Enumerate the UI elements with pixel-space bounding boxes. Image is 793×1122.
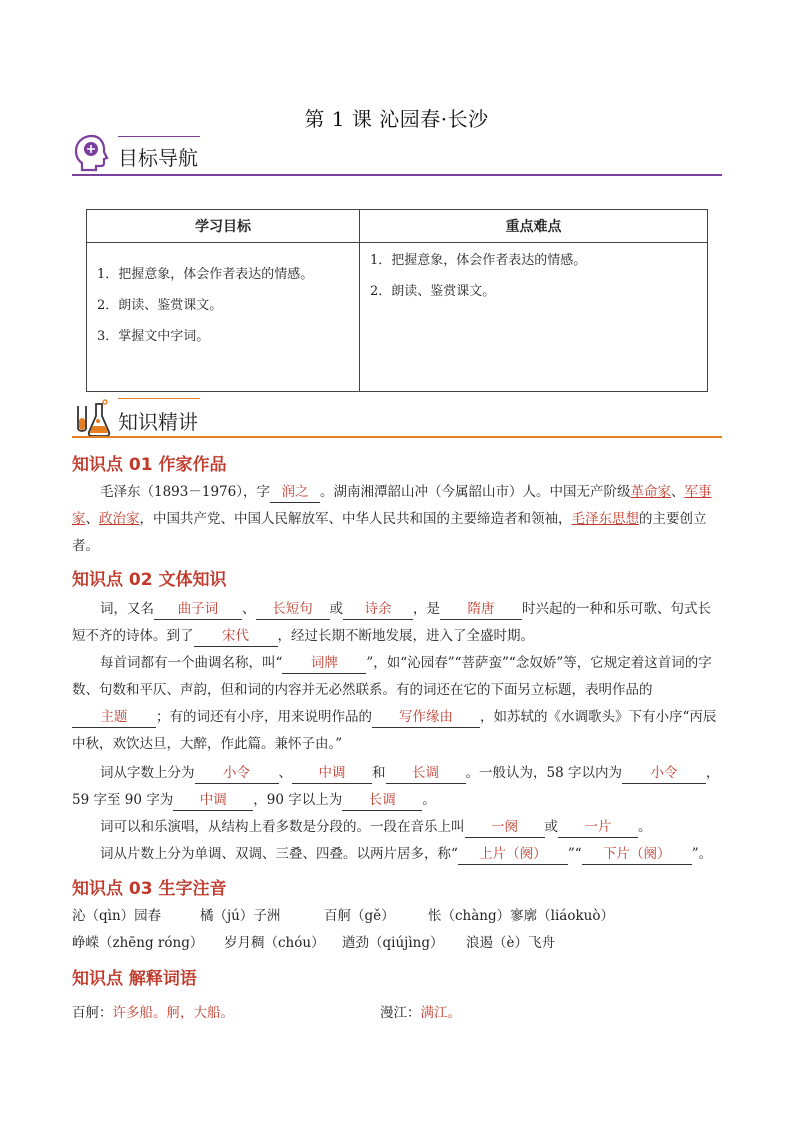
pronunciation-row-2 bbox=[72, 930, 722, 957]
answer-blank: 下片（阕） bbox=[582, 844, 692, 865]
list-item: 2．朗读、鉴赏课文。 bbox=[97, 298, 223, 313]
answer-blank: 宋代 bbox=[194, 626, 278, 647]
page-title: 第 1 课 沁园春·长沙 bbox=[304, 107, 489, 131]
pronunciation-row-1 bbox=[72, 903, 722, 930]
section-header-knowledge bbox=[72, 398, 722, 438]
pronunciation-item: 峥嵘（zhēng róng） bbox=[72, 935, 204, 951]
pronunciation-item: 遒劲（qiújìng） bbox=[342, 935, 444, 951]
pronunciation-item: 浪遏（è）飞舟 bbox=[466, 935, 555, 951]
table-header: 重点难点 bbox=[360, 210, 708, 243]
kp-paragraph-genre-3: 词从字数上分为 小令 、 中调 和 长调 。一般认为，58 字以内为 小令 ，59 字至 90 字为 中调 ，90 字以上为 长调 。 bbox=[72, 760, 722, 814]
pronunciation-item: 怅（chàng）寥廓（liáokuò） bbox=[428, 908, 614, 924]
learning-goals-cell bbox=[87, 243, 360, 392]
answer-blank: 中调 bbox=[292, 763, 372, 784]
answer-blank: 小令 bbox=[195, 763, 279, 784]
kp-paragraph-genre-4: 词可以和乐演唱，从结构上看多数是分段的。一段在音乐上叫 一阕 或 一片 。 bbox=[72, 814, 722, 841]
answer-blank: 写作缘由 bbox=[372, 707, 480, 728]
goals-table bbox=[86, 209, 708, 392]
answer-blank: 小令 bbox=[622, 763, 706, 784]
highlight-term: 军事家 bbox=[72, 484, 712, 527]
kp-heading-pronunciation: 知识点 03 生字注音 bbox=[72, 879, 227, 899]
lab-flask-icon bbox=[72, 398, 112, 438]
kp-paragraph-genre-5: 词从片数上分为单调、双调、三叠、四叠。以两片居多，称“ 上片（阕） ”“ 下片（阕） ”。 bbox=[72, 841, 722, 868]
kp-paragraph-author: 毛泽东（1893－1976），字 润之 。湖南湘潭韶山冲（今属韶山市）人。中国无产阶级革命家、军事家、政治家，中国共产党、中国人民解放军、中华人民共和国的主要缔造者和领袖，毛泽东思想的主要创立者。 bbox=[72, 484, 712, 554]
section-divider bbox=[72, 436, 722, 438]
list-item: 3．掌握文中字词。 bbox=[97, 329, 210, 344]
vocabulary-item: 百舸：许多船。舸，大船。 bbox=[72, 1005, 234, 1021]
answer-blank: 润之 bbox=[270, 482, 320, 503]
kp-heading-vocabulary: 知识点 解释词语 bbox=[72, 969, 197, 989]
answer-blank: 曲子词 bbox=[154, 599, 242, 620]
answer-blank: 一片 bbox=[558, 817, 638, 838]
answer-blank: 长调 bbox=[342, 790, 422, 811]
kp-paragraph-genre-1: 词，又名 曲子词 、 长短句 或 诗余 ，是 隋唐 时兴起的一种和乐可歌、句式长短不齐的诗体。到了 宋代 ，经过长期不断地发展，进入了全盛时期。 bbox=[72, 596, 722, 650]
answer-blank: 上片（阕） bbox=[458, 844, 568, 865]
list-item: 1．把握意象，体会作者表达的情感。 bbox=[370, 253, 587, 268]
kp-heading-author: 知识点 01 作家作品 bbox=[72, 455, 227, 475]
answer-blank: 中调 bbox=[173, 790, 253, 811]
table-header: 学习目标 bbox=[87, 210, 360, 243]
section-title: 知识精讲 bbox=[118, 410, 198, 434]
pronunciation-item: 沁（qìn）园春 bbox=[72, 908, 162, 924]
header-accent-line bbox=[118, 398, 200, 399]
header-accent-line bbox=[118, 136, 200, 137]
pronunciation-item: 橘（jú）子洲 bbox=[200, 908, 281, 924]
vocabulary-item: 漫江：满江。 bbox=[380, 1005, 461, 1021]
brain-head-icon bbox=[74, 134, 110, 172]
list-item: 2．朗读、鉴赏课文。 bbox=[370, 284, 496, 299]
vocabulary-row bbox=[72, 1000, 722, 1027]
list-item: 1．把握意象，体会作者表达的情感。 bbox=[97, 267, 314, 282]
pronunciation-item: 百舸（gě） bbox=[324, 908, 395, 924]
answer-blank: 长调 bbox=[386, 763, 466, 784]
kp-paragraph-genre-2: 每首词都有一个曲调名称，叫“ 词牌 ”，如“沁园春”“菩萨蛮”“念奴娇”等，它规定着这首词的字数、句数和平仄、声韵，但和词的内容并无必然联系。有的词还在它的下面另立标题，表明作品的主题 ；有的词还有小序，用来说明作品的 写作缘由 ，如苏轼的《水调歌头》下有小序“丙辰中秋，欢饮达旦，大醉，作此篇。兼怀子由。” bbox=[72, 655, 717, 752]
pronunciation-item: 岁月稠（chóu） bbox=[224, 935, 325, 951]
section-divider bbox=[72, 174, 722, 176]
highlight-term: 革命家 bbox=[630, 484, 671, 500]
answer-blank: 长短句 bbox=[256, 599, 330, 620]
answer-blank: 诗余 bbox=[343, 599, 413, 620]
answer-blank: 隋唐 bbox=[440, 599, 522, 620]
section-header-goals bbox=[72, 136, 722, 176]
key-points-cell bbox=[360, 243, 708, 392]
kp-heading-genre: 知识点 02 文体知识 bbox=[72, 570, 227, 590]
highlight-term: 毛泽东思想 bbox=[571, 511, 639, 527]
highlight-term: 政治家 bbox=[99, 511, 140, 527]
answer-blank: 主题 bbox=[72, 707, 156, 728]
answer-blank: 词牌 bbox=[282, 653, 366, 674]
section-title: 目标导航 bbox=[118, 146, 198, 170]
answer-blank: 一阕 bbox=[465, 817, 545, 838]
